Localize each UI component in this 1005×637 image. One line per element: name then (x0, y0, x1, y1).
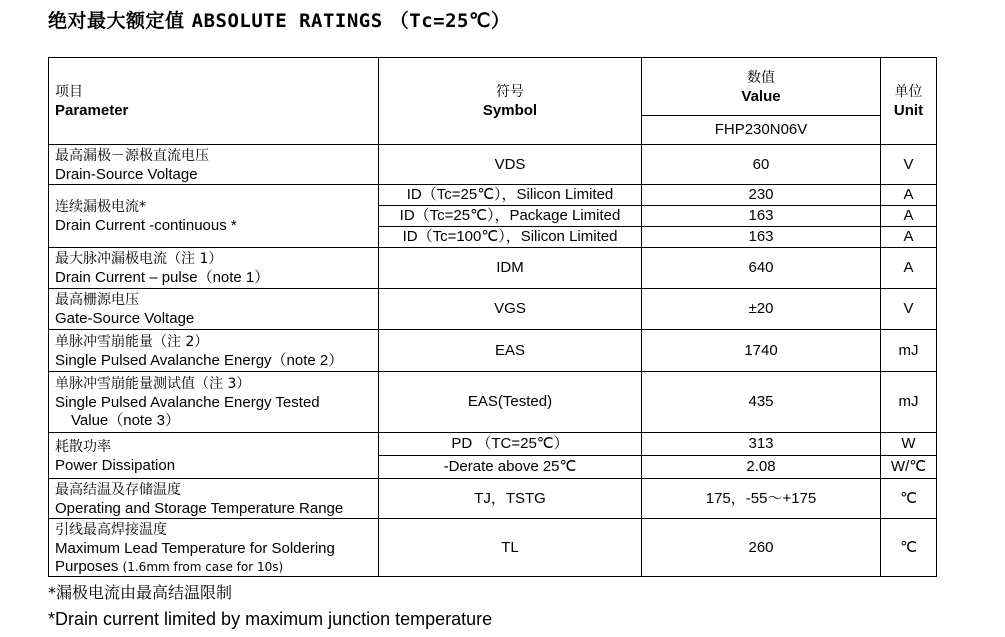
table-row: 最高漏极－源极直流电压 Drain-Source Voltage VDS 60 V (49, 145, 937, 185)
value-cell: 260 (642, 519, 881, 577)
unit-cell: mJ (881, 372, 937, 433)
header-parameter: 项目 Parameter (49, 58, 379, 145)
symbol-cell: IDM (379, 248, 642, 289)
value-cell: 230 (642, 185, 881, 206)
table-row: 最大脉冲漏极电流（注 1） Drain Current – pulse（note 1） IDM 640 A (49, 248, 937, 289)
footnote-en: *Drain current limited by maximum junction temperature (48, 609, 493, 629)
ratings-table (48, 57, 937, 577)
title-en: ABSOLUTE RATINGS (191, 10, 383, 32)
symbol-cell: VGS (379, 289, 642, 330)
symbol-cell: -Derate above 25℃ (379, 456, 642, 479)
value-cell: 2.08 (642, 456, 881, 479)
table-row: 耗散功率 Power Dissipation PD （TC=25℃） 313 W (49, 433, 937, 456)
table-row: 连续漏极电流* Drain Current -continuous * ID（Tc=25℃），Silicon Limited 230 A (49, 185, 937, 206)
symbol-cell: EAS(Tested) (379, 372, 642, 433)
unit-cell: ℃ (881, 479, 937, 519)
table-header-row (49, 58, 937, 116)
unit-cell: A (881, 185, 937, 206)
unit-cell: V (881, 289, 937, 330)
value-cell: 163 (642, 227, 881, 248)
unit-cell: mJ (881, 330, 937, 372)
table-row: 最高结温及存储温度 Operating and Storage Temperature Range TJ，TSTG 175，-55～+175 ℃ (49, 479, 937, 519)
header-unit: 单位 Unit (881, 58, 937, 145)
symbol-cell: TL (379, 519, 642, 577)
unit-cell: A (881, 227, 937, 248)
value-cell: 163 (642, 206, 881, 227)
value-cell: 435 (642, 372, 881, 433)
value-cell: 175，-55～+175 (642, 479, 881, 519)
title-cn: 绝对最大额定值 (48, 10, 185, 32)
table-row: 引线最高焊接温度 Maximum Lead Temperature for Soldering Purposes (1.6mm from case for 10s) TL 260 ℃ (49, 519, 937, 577)
part-number: FHP230N06V (642, 116, 881, 145)
footnote-cn: *漏极电流由最高结温限制 (48, 583, 233, 602)
unit-cell: V (881, 145, 937, 185)
symbol-cell: ID（Tc=25℃），Silicon Limited (379, 185, 642, 206)
page-title (48, 6, 510, 33)
symbol-cell: EAS (379, 330, 642, 372)
value-cell: 60 (642, 145, 881, 185)
symbol-cell: ID（Tc=100℃），Silicon Limited (379, 227, 642, 248)
unit-cell: A (881, 248, 937, 289)
value-cell: 313 (642, 433, 881, 456)
header-value: 数值 Value (642, 58, 881, 116)
unit-cell: W/℃ (881, 456, 937, 479)
header-symbol: 符号 Symbol (379, 58, 642, 145)
title-condition: （Tc=25℃） (389, 10, 511, 32)
unit-cell: W (881, 433, 937, 456)
symbol-cell: TJ，TSTG (379, 479, 642, 519)
table-row: 单脉冲雪崩能量测试值（注 3） Single Pulsed Avalanche Energy Tested Value（note 3） EAS(Tested) 435 mJ (49, 372, 937, 433)
symbol-cell: ID（Tc=25℃），Package Limited (379, 206, 642, 227)
unit-cell: ℃ (881, 519, 937, 577)
value-cell: ±20 (642, 289, 881, 330)
table-row: 单脉冲雪崩能量（注 2） Single Pulsed Avalanche Energy（note 2） EAS 1740 mJ (49, 330, 937, 372)
unit-cell: A (881, 206, 937, 227)
value-cell: 640 (642, 248, 881, 289)
value-cell: 1740 (642, 330, 881, 372)
table-row: 最高栅源电压 Gate-Source Voltage VGS ±20 V (49, 289, 937, 330)
symbol-cell: PD （TC=25℃） (379, 433, 642, 456)
symbol-cell: VDS (379, 145, 642, 185)
